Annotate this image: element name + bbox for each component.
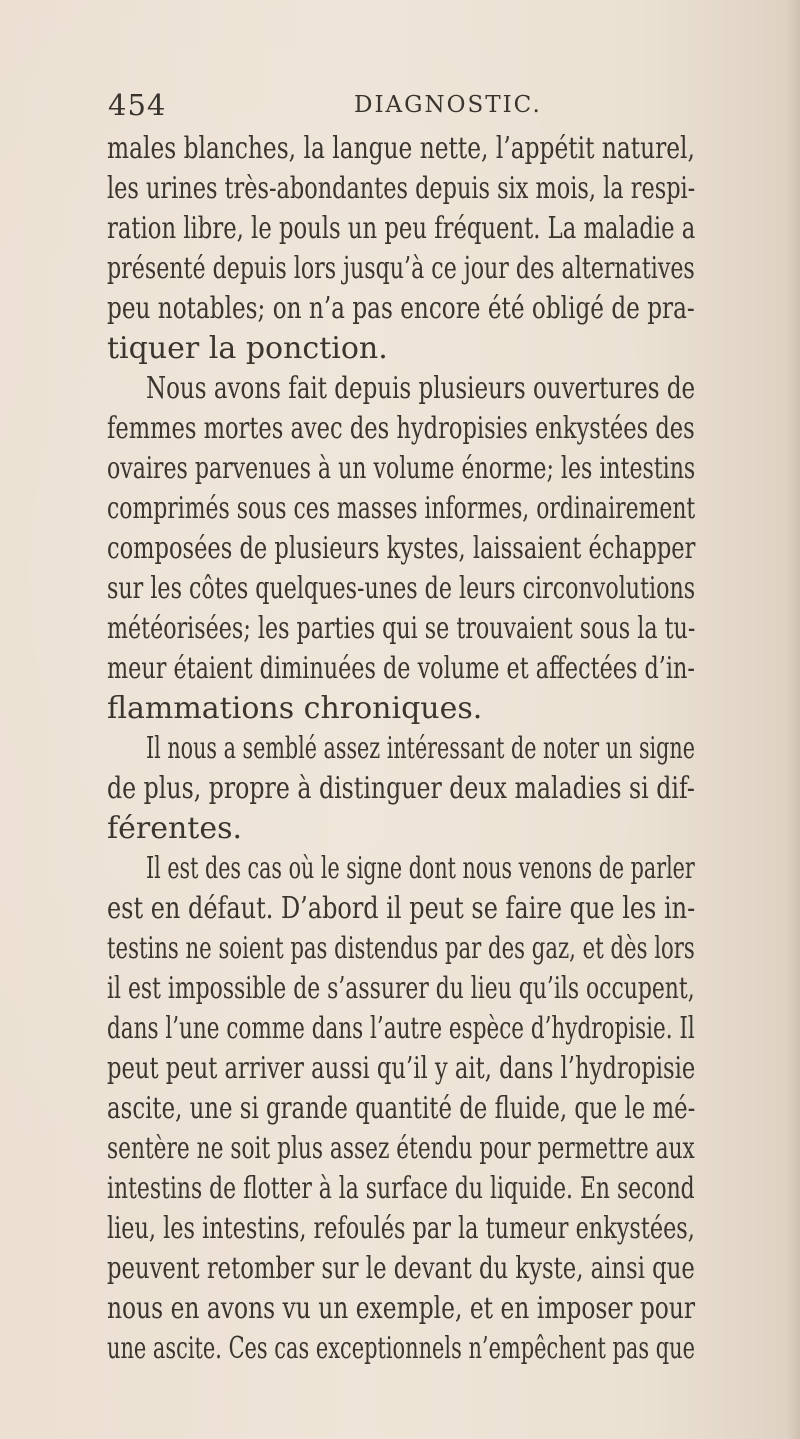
text-line: peut peut arriver aussi qu’il y ait, dans l’hydropisie (107, 1051, 696, 1086)
text-line: Nous avons fait depuis plusieurs ouvertures de (146, 371, 696, 406)
page-header (108, 88, 668, 128)
text-line: ovaires parvenues à un volume énorme; les intestins (107, 451, 696, 486)
text-line: sur les côtes quelques-unes de leurs circonvolutions (107, 571, 696, 606)
text-line: composées de plusieurs kystes, laissaient échapper (107, 531, 696, 566)
text-line: intestins de flotter à la surface du liquide. En second (107, 1171, 695, 1206)
text-line: férentes. (107, 811, 243, 846)
text-line: présenté depuis lors jusqu’à ce jour des alternatives (107, 251, 695, 286)
text-line: flammations chroniques. (107, 691, 483, 726)
text-line: une ascite. Ces cas exceptionnels n’empêchent pas que (107, 1331, 695, 1366)
text-line: Il nous a semblé assez intéressant de noter un signe (146, 731, 695, 766)
text-line: peuvent retomber sur le devant du kyste, ainsi que (107, 1251, 695, 1286)
text-line: testins ne soient pas distendus par des gaz, et dès lors (107, 931, 695, 966)
text-line: nous en avons vu un exemple, et en imposer pour (107, 1291, 696, 1326)
text-line: météorisées; les parties qui se trouvaient sous la tu- (107, 611, 696, 646)
running-head: DIAGNOSTIC. (354, 92, 542, 118)
text-line: est en défaut. D’abord il peut se faire que les in- (107, 891, 696, 926)
text-line: peu notables; on n’a pas encore été obligé de pra- (107, 291, 695, 326)
page-edge-shadow (786, 0, 800, 1439)
text-line: ration libre, le pouls un peu fréquent. La maladie a (107, 211, 696, 246)
text-line: dans l’une comme dans l’autre espèce d’hydropisie. Il (107, 1011, 695, 1046)
text-line: meur étaient diminuées de volume et affectées d’in- (107, 651, 695, 686)
text-line: les urines très-abondantes depuis six mois, la respi- (107, 171, 696, 206)
text-line: femmes mortes avec des hydropisies enkystées des (107, 411, 695, 446)
text-line: ascite, une si grande quantité de fluide, que le mé- (107, 1091, 696, 1126)
text-line: Il est des cas où le signe dont nous venons de parler (146, 851, 695, 886)
page-number: 454 (108, 88, 167, 122)
text-line: sentère ne soit plus assez étendu pour permettre aux (107, 1131, 695, 1166)
text-line: comprimés sous ces masses informes, ordinairement (107, 491, 696, 526)
text-line: il est impossible de s’assurer du lieu qu’ils occupent, (107, 971, 695, 1006)
text-line: tiquer la ponction. (107, 331, 388, 366)
text-line: males blanches, la langue nette, l’appétit naturel, (107, 131, 695, 166)
text-line: de plus, propre à distinguer deux maladies si dif- (107, 771, 695, 806)
text-line: lieu, les intestins, refoulés par la tumeur enkystées, (107, 1211, 695, 1246)
